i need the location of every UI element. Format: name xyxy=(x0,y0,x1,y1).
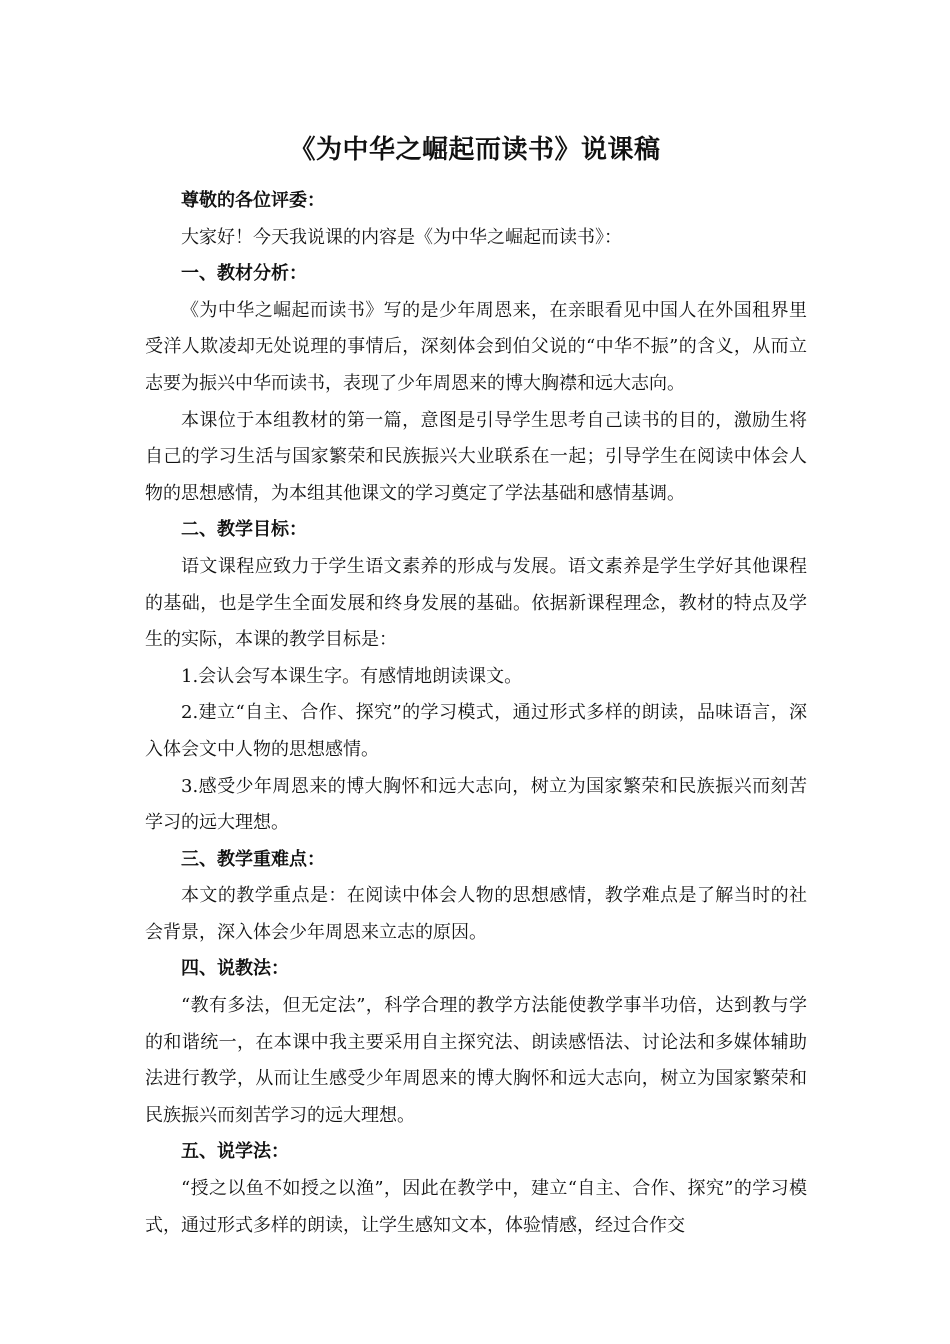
document-body xyxy=(145,183,807,1244)
greeting: 尊敬的各位评委： xyxy=(181,190,325,211)
paragraph: 《为中华之崛起而读书》写的是少年周恩来，在亲眼看见中国人在外国租界里受洋人欺凌却无处说理的事情后，深刻体会到伯父说的“中华不振”的含义，从而立志要为振兴中华而读书，表现了少年周恩来的博大胸襟和远大志向。 xyxy=(145,299,807,394)
section-heading-key-difficulties: 三、教学重难点： xyxy=(181,848,325,870)
section-heading-textbook-analysis: 一、教材分析： xyxy=(181,263,307,285)
intro-paragraph: 大家好！今天我说课的内容是《为中华之崛起而读书》： xyxy=(181,226,622,248)
paragraph: “教有多法，但无定法”，科学合理的教学方法能使教学事半功倍，达到教与学的和谐统一，在本课中我主要采用自主探究法、朗读感悟法、讨论法和多媒体辅助法进行教学，从而让生感受少年周恩来的博大胸怀和远大志向，树立为国家繁荣和民族振兴而刻苦学习的远大理想。 xyxy=(145,995,807,1126)
section-heading-learning-methods: 五、说学法： xyxy=(181,1141,289,1163)
paragraph: “授之以鱼不如授之以渔”，因此在教学中，建立“自主、合作、探究”的学习模式，通过形式多样的朗读，让学生感知文本，体验情感，经过合作交 xyxy=(145,1178,807,1236)
paragraph: 本文的教学重点是：在阅读中体会人物的思想感情，教学难点是了解当时的社会背景，深入体会少年周恩来立志的原因。 xyxy=(145,885,807,943)
list-item: 3.感受少年周恩来的博大胸怀和远大志向，树立为国家繁荣和民族振兴而刻苦学习的远大理想。 xyxy=(145,775,807,834)
paragraph: 本课位于本组教材的第一篇，意图是引导学生思考自己读书的目的，激励生将自己的学习生活与国家繁荣和民族振兴大业联系在一起；引导学生在阅读中体会人物的思想感情，为本组其他课文的学习奠定了学法基础和感情基调。 xyxy=(145,409,807,504)
paragraph: 语文课程应致力于学生语文素养的形成与发展。语文素养是学生学好其他课程的基础，也是学生全面发展和终身发展的基础。依据新课程理念，教材的特点及学生的实际，本课的教学目标是： xyxy=(145,555,807,651)
list-item: 2.建立“自主、合作、探究”的学习模式，通过形式多样的朗读，品味语言，深入体会文中人物的思想感情。 xyxy=(145,702,807,760)
section-heading-teaching-goals: 二、教学目标： xyxy=(181,519,307,541)
list-item: 1.会认会写本课生字。有感情地朗读课文。 xyxy=(181,665,523,687)
section-heading-teaching-methods: 四、说教法： xyxy=(181,958,289,980)
page-title: 《为中华之崛起而读书》说课稿 xyxy=(289,135,661,165)
